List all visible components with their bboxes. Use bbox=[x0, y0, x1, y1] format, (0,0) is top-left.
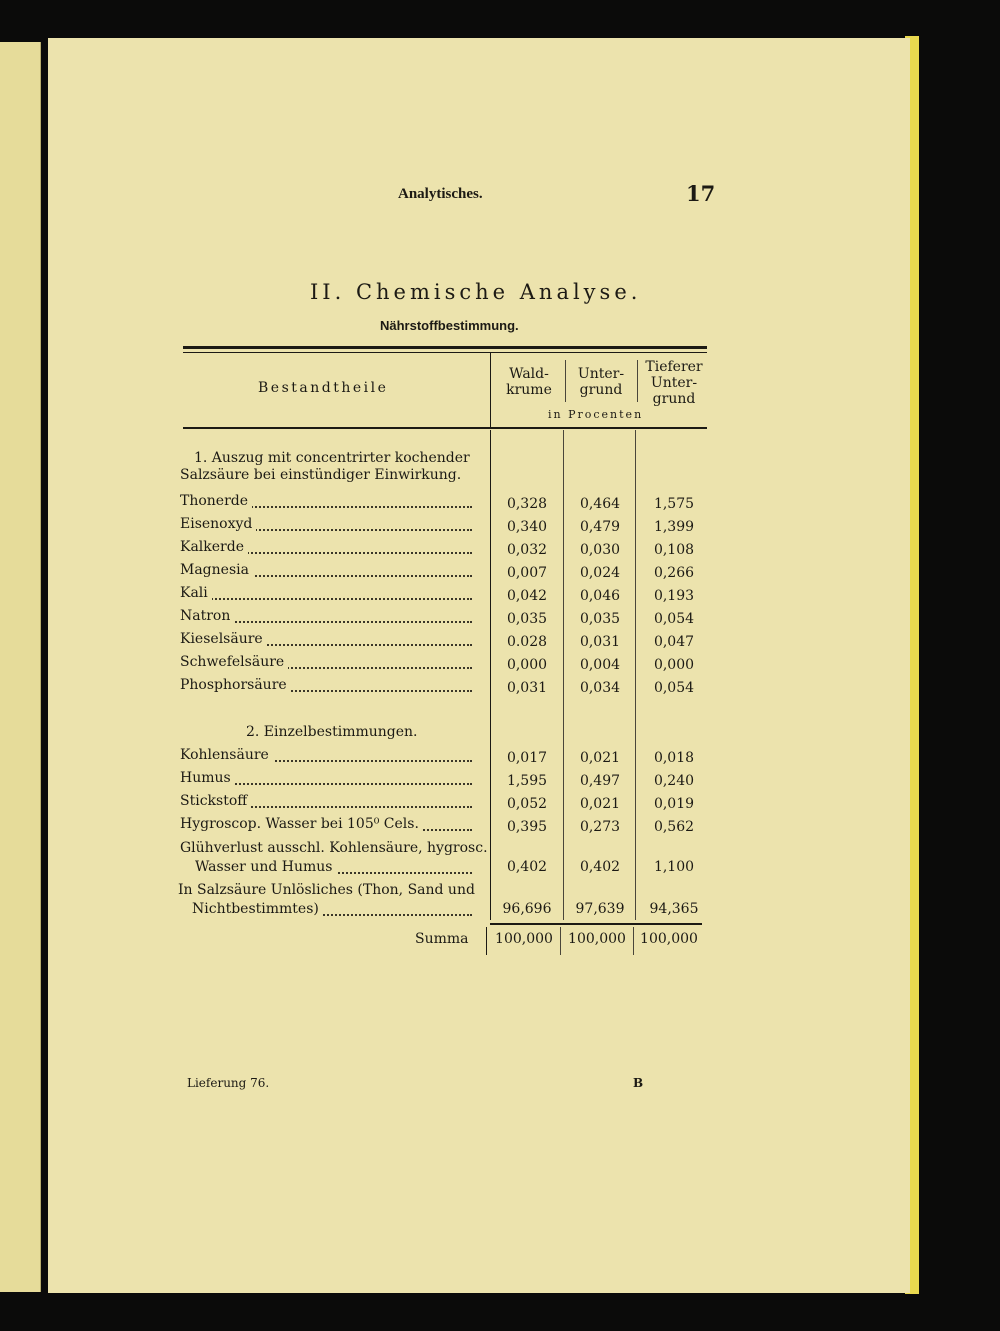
table-cell-value: 0,395 bbox=[506, 819, 548, 835]
table-cell-value: 0,035 bbox=[506, 611, 548, 627]
row-label-text: Wasser und Humus bbox=[195, 859, 336, 875]
row-label-text: Natron bbox=[180, 608, 234, 624]
summa-rule bbox=[490, 923, 702, 925]
row-label bbox=[180, 793, 472, 810]
table-cell-value: 0,042 bbox=[506, 588, 548, 604]
table-cell-value: 0,031 bbox=[579, 634, 621, 650]
row-label bbox=[180, 816, 472, 833]
row-label bbox=[180, 493, 472, 510]
row-label bbox=[195, 859, 472, 876]
table-cell-value: 0,018 bbox=[653, 750, 695, 766]
table-cell-value: 0,031 bbox=[506, 680, 548, 696]
row-label bbox=[180, 608, 472, 625]
table-top-rule-thick bbox=[183, 346, 707, 349]
col2-divider-header bbox=[637, 360, 638, 402]
table-cell-value: 0,000 bbox=[653, 657, 695, 673]
row-label-text: Humus bbox=[180, 770, 235, 786]
leader-dots bbox=[180, 598, 472, 600]
table-cell-value: 0,479 bbox=[579, 519, 621, 535]
footer-signature: Lieferung 76. bbox=[187, 1076, 270, 1090]
section-1-heading: 1. Auszug mit concentrirter kochender Salzsäure bei einstündiger Einwirkung. bbox=[180, 450, 470, 483]
table-top-rule-thin bbox=[183, 352, 707, 353]
summa-label: Summa bbox=[415, 931, 469, 947]
section-title: II. Chemische Analyse. bbox=[310, 280, 642, 304]
row-label-text: Stickstoff bbox=[180, 793, 251, 809]
row-label-text: Phosphorsäure bbox=[180, 677, 291, 693]
summa-value-tieferer: 100,000 bbox=[640, 931, 698, 947]
summa-value-waldkrume: 100,000 bbox=[495, 931, 553, 947]
table-cell-value: 0,017 bbox=[506, 750, 548, 766]
row-label-text: Kieselsäure bbox=[180, 631, 267, 647]
row-label bbox=[180, 585, 472, 602]
column-header-bestandtheile: Bestandtheile bbox=[258, 380, 389, 396]
table-cell-value: 0,402 bbox=[506, 859, 548, 875]
label-column-divider bbox=[490, 353, 491, 428]
table-cell-value: 0,007 bbox=[506, 565, 548, 581]
table-cell-value: 0,035 bbox=[579, 611, 621, 627]
table-cell-value: 0,108 bbox=[653, 542, 695, 558]
table-cell-value: 0,562 bbox=[653, 819, 695, 835]
table-cell-value: 0,402 bbox=[579, 859, 621, 875]
table-cell-value: 0,030 bbox=[579, 542, 621, 558]
table-cell-value: 97,639 bbox=[575, 901, 625, 917]
book-page bbox=[48, 38, 910, 1293]
table-cell-value: 0,052 bbox=[506, 796, 548, 812]
table-cell-value: 94,365 bbox=[649, 901, 699, 917]
col1-divider-header bbox=[565, 360, 566, 402]
row-label-text: Nichtbestimmtes) bbox=[192, 901, 323, 917]
table-cell-value: 0,024 bbox=[579, 565, 621, 581]
row-label-text: Magnesia bbox=[180, 562, 253, 578]
running-title: Analytisches. bbox=[398, 186, 483, 202]
page-number: 17 bbox=[686, 181, 716, 206]
label-column-divider-body bbox=[490, 430, 491, 920]
row-label bbox=[180, 631, 472, 648]
row-label-text: Kali bbox=[180, 585, 212, 601]
row-label bbox=[180, 539, 472, 556]
column-header-waldkrume: Wald- krume bbox=[506, 366, 552, 398]
row-label bbox=[180, 770, 472, 787]
section-2-heading: 2. Einzelbestimmungen. bbox=[246, 724, 418, 740]
table-cell-value: 1,575 bbox=[653, 496, 695, 512]
table-cell-value: 0,032 bbox=[506, 542, 548, 558]
table-cell-value: 0,046 bbox=[579, 588, 621, 604]
row-label bbox=[180, 677, 472, 694]
column-header-tieferer-untergrund: Tieferer Unter- grund bbox=[645, 359, 703, 407]
table-cell-value: 0,021 bbox=[579, 796, 621, 812]
facing-page-edge bbox=[0, 42, 41, 1292]
table-cell-value: 0,497 bbox=[579, 773, 621, 789]
summa-divider-1 bbox=[560, 927, 561, 955]
table-cell-value: 0,047 bbox=[653, 634, 695, 650]
summa-value-untergrund: 100,000 bbox=[568, 931, 626, 947]
row-label-text: Hygroscop. Wasser bei 105⁰ Cels. bbox=[180, 816, 423, 832]
row-label bbox=[180, 516, 472, 533]
table-cell-value: 0,000 bbox=[506, 657, 548, 673]
table-cell-value: 0,054 bbox=[653, 611, 695, 627]
col1-divider-body bbox=[563, 430, 564, 920]
unit-label: in Procenten bbox=[548, 408, 644, 421]
row-label-line1: Glühverlust ausschl. Kohlensäure, hygrosc. bbox=[180, 840, 488, 856]
table-cell-value: 0,273 bbox=[579, 819, 621, 835]
table-cell-value: 0,019 bbox=[653, 796, 695, 812]
table-cell-value: 1,595 bbox=[506, 773, 548, 789]
row-label bbox=[192, 901, 472, 918]
row-label-text: Kalkerde bbox=[180, 539, 248, 555]
summa-divider-left bbox=[486, 927, 487, 955]
table-cell-value: 1,399 bbox=[653, 519, 695, 535]
row-label-text: Thonerde bbox=[180, 493, 252, 509]
table-cell-value: 1,100 bbox=[653, 859, 695, 875]
column-header-untergrund: Unter- grund bbox=[577, 366, 625, 398]
table-cell-value: 96,696 bbox=[502, 901, 552, 917]
table-cell-value: 0.028 bbox=[506, 634, 548, 650]
table-cell-value: 0,021 bbox=[579, 750, 621, 766]
table-cell-value: 0,240 bbox=[653, 773, 695, 789]
table-cell-value: 0,193 bbox=[653, 588, 695, 604]
table-cell-value: 0,340 bbox=[506, 519, 548, 535]
header-bottom-rule bbox=[183, 427, 707, 429]
footer-sheet-mark: B bbox=[633, 1076, 644, 1090]
table-cell-value: 0,054 bbox=[653, 680, 695, 696]
table-subtitle: Nährstoffbestimmung. bbox=[380, 318, 519, 333]
table-cell-value: 0,266 bbox=[653, 565, 695, 581]
table-cell-value: 0,328 bbox=[506, 496, 548, 512]
table-cell-value: 0,464 bbox=[579, 496, 621, 512]
row-label bbox=[180, 562, 472, 579]
table-cell-value: 0,004 bbox=[579, 657, 621, 673]
row-label-line1: In Salzsäure Unlösliches (Thon, Sand und bbox=[178, 882, 475, 898]
row-label-text: Schwefelsäure bbox=[180, 654, 288, 670]
table-cell-value: 0,034 bbox=[579, 680, 621, 696]
col2-divider-body bbox=[635, 430, 636, 920]
row-label-text: Kohlensäure bbox=[180, 747, 273, 763]
row-label bbox=[180, 747, 472, 764]
row-label bbox=[180, 654, 472, 671]
row-label-text: Eisenoxyd bbox=[180, 516, 256, 532]
